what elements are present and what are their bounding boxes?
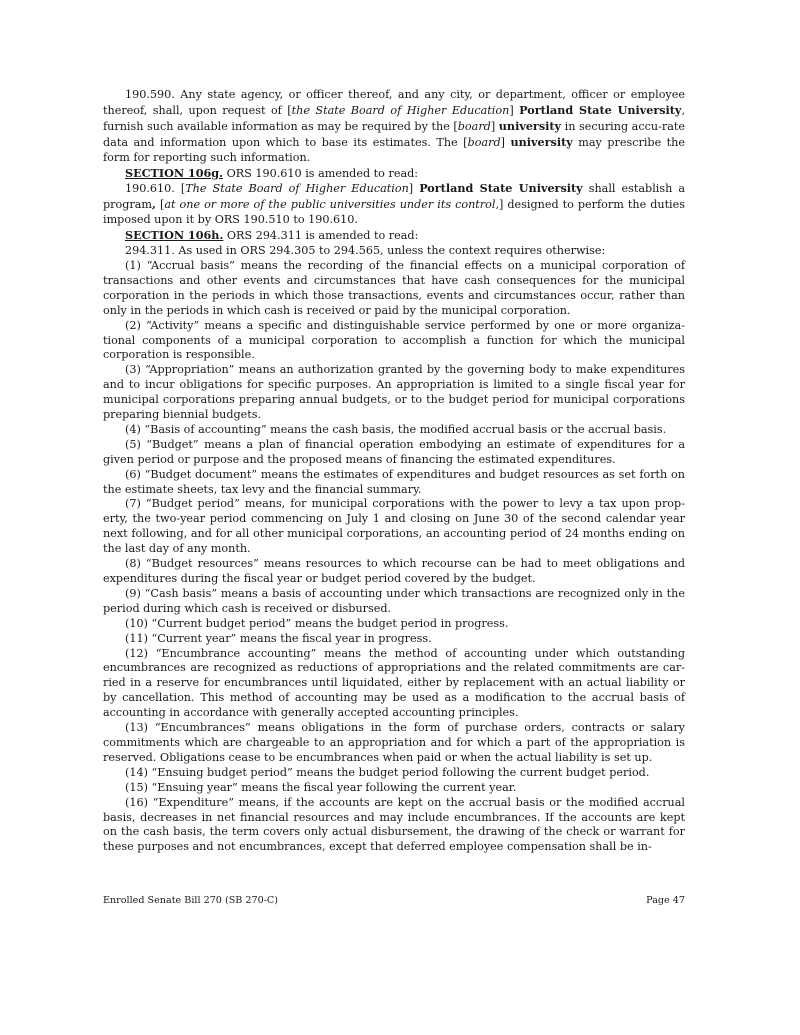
definition-basis-of-accounting: (4) “Basis of accounting” means the cash basis, the modified accrual basis or the accrual basis. (125, 422, 667, 436)
footer-bill-name: Enrolled Senate Bill 270 (SB 270-C) (103, 895, 278, 906)
section-106g-heading: SECTION 106g. ORS 190.610 is amended to read: (125, 165, 419, 180)
footer-page-number: Page 47 (646, 895, 685, 906)
page-footer (103, 895, 685, 906)
definition-accrual-basis: (1) “Accrual basis” means the recording of the financial effects on a municipal corporation of transactions and other events and circumstances that have cash consequences for the municipal corporation in the periods in which those transactions, events and circumstances occur, rather than only in the periods in which cash is received or paid by the municipal corporation. (103, 258, 685, 317)
definition-expenditure: (16) “Expenditure” means, if the accounts are kept on the accrual basis or the modified accrual basis, decreases in net financial resources and may include encumbrances. If the accounts are kept on the cash basis, the term covers only actual disbursement, the drawing of the check or warrant for these purposes and not encumbrances, except that deferred employee compensation shall be in- (103, 795, 685, 854)
document-page (103, 88, 685, 855)
definition-ensuing-year: (15) “Ensuing year” means the fiscal year following the current year. (125, 780, 517, 794)
paragraph-190-610: 190.610. [The State Board of Higher Education] Portland State University shall establish a program, [at one or more of the public universities under its control,] designed to perform the duties imposed upon it by ORS 190.510 to 190.610. (103, 181, 686, 227)
paragraph-294-311: 294.311. As used in ORS 294.305 to 294.565, unless the context requires otherwise: (125, 244, 606, 258)
definition-activity: (2) “Activity” means a specific and distinguishable service performed by one or more organiza-tional components of a municipal corporation to accomplish a function for which the municipal corporation is responsible. (103, 318, 685, 362)
definition-budget-document: (6) “Budget document” means the estimates of expenditures and budget resources as set forth on the estimate sheets, tax levy and the financial summary. (103, 467, 685, 496)
definition-encumbrance-accounting: (12) “Encumbrance accounting” means the method of accounting under which outstanding encumbrances are recognized as reductions of appropriations and the related commitments are car-ried in a reserve for encumbrances until liquidated, either by replacement with an actual liability or by cancellation. This method of accounting may be used as a modification to the accrual basis of accounting in accordance with generally accepted accounting principles. (103, 646, 685, 720)
definition-budget-resources: (8) “Budget resources” means resources to which recourse can be had to meet obligations and expenditures during the fiscal year or budget period covered by the budget. (103, 557, 685, 585)
definition-current-year: (11) “Current year” means the fiscal year in progress. (125, 631, 432, 645)
definition-current-budget-period: (10) “Current budget period” means the budget period in progress. (125, 616, 509, 630)
definition-encumbrances: (13) “Encumbrances” means obligations in the form of purchase orders, contracts or salary commitments which are chargeable to an appropriation and for which a part of the appropriation is reserved. Obligations cease to be encumbrances when paid or when the actual liability is set up. (103, 721, 685, 764)
definition-cash-basis: (9) “Cash basis” means a basis of accounting under which transactions are recognized only in the period during which cash is received or disbursed. (103, 586, 685, 615)
definition-budget-period: (7) “Budget period” means, for municipal corporations with the power to levy a tax upon prop-erty, the two-year period commencing on July 1 and closing on June 30 of the second calendar year next following, and for all other municipal corporations, an accounting period of 24 months ending on the last day of any month. (103, 497, 685, 556)
paragraph-190-590: 190.590. Any state agency, or officer thereof, and any city, or department, officer or employee thereof, shall, upon request of [the State Board of Higher Education] Portland State University, furnish such available information as may be required by the [board] university in securing accu-rate data and information upon which to base its estimates. The [board] university may prescribe the form for reporting such information. (103, 88, 686, 164)
definition-appropriation: (3) “Appropriation” means an authorization granted by the governing body to make expenditures and to incur obligations for specific purposes. An appropriation is limited to a single fiscal year for municipal corporations preparing annual budgets, or to the budget period for municipal corporations preparing biennial budgets. (103, 363, 685, 422)
definition-ensuing-budget-period: (14) “Ensuing budget period” means the budget period following the current budget period. (125, 765, 650, 779)
section-106h-heading: SECTION 106h. ORS 294.311 is amended to read: (125, 228, 419, 243)
definition-budget: (5) “Budget” means a plan of financial operation embodying an estimate of expenditures for a given period or purpose and the proposed means of financing the estimated expenditures. (103, 437, 685, 466)
